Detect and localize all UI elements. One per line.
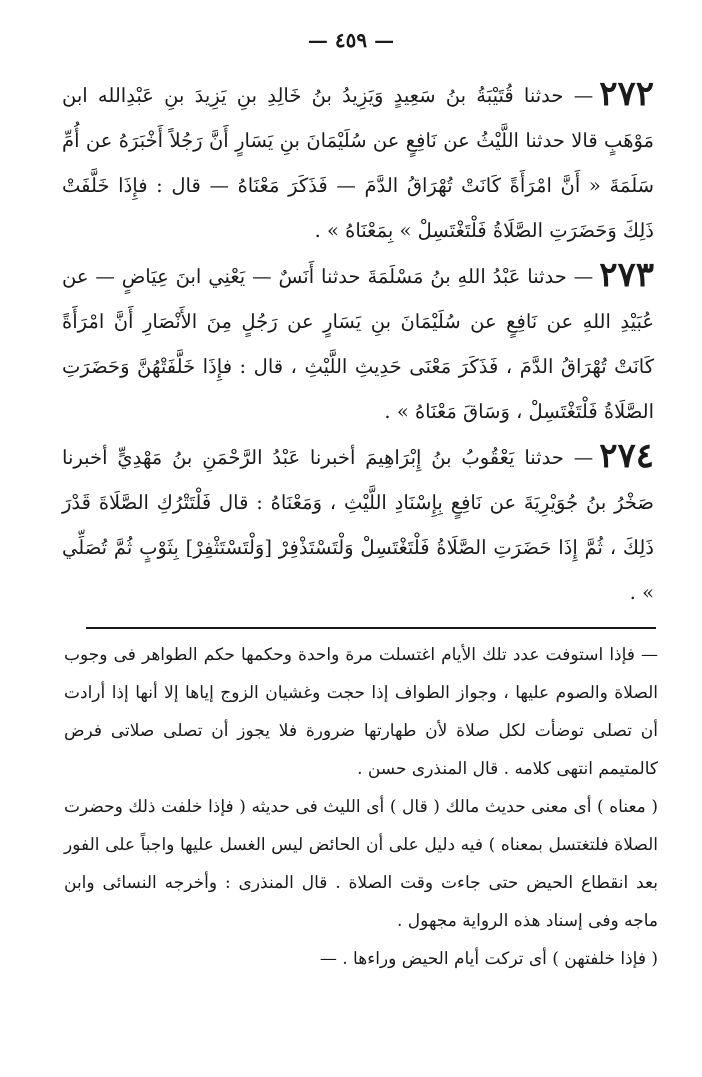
hadith-number: ٢٧٤ bbox=[599, 436, 654, 476]
hadith-274 bbox=[62, 434, 654, 615]
hadith-272 bbox=[62, 72, 654, 253]
commentary-notes bbox=[64, 636, 658, 978]
hadith-body: — حدثنا عَبْدُ اللهِ بنُ مَسْلَمَةَ حدثنا أَنَسٌ — يَعْنِي ابنَ عِيَاضٍ — عن عُبَيْدِ اللهِ عن نَافِعٍ عن سُلَيْمَانَ بنِ يَسَارٍ عن رَجُلٍ مِنَ الأَنْصَارِ أَنَّ امْرَأَةً كَانَتْ تُهْرَاقُ الدَّمَ ، فَذَكَرَ مَعْنَى حَدِيثِ اللَّيْثِ ، قال : فإِذَا خَلَّفَتْهُنَّ وَحَضَرَتِ الصَّلَاةُ فَلْتَغْتَسِلْ ، وَسَاقَ مَعْنَاهُ » . bbox=[62, 265, 654, 423]
hadith-text bbox=[62, 72, 654, 615]
hadith-body: — حدثنا قُتَيْبَةُ بنُ سَعِيدٍ وَيَزِيدُ بنُ خَالِدِ بنِ يَزِيدَ بنِ عَبْدِالله ابن مَوْهَبٍ قالا حدثنا اللَّيْثُ عن نَافِعٍ عن سُلَيْمَانَ بنِ يَسَارٍ أَنَّ رَجُلاً أَخْبَرَهُ عن أُمِّ سَلَمَةَ « أَنَّ امْرَأَةً كَانَتْ تُهْرَاقُ الدَّمَ — فَذَكَرَ مَعْنَاهُ — قال : فإِذَا خَلَّفَتْ ذَلِكَ وَحَضَرَتِ الصَّلَاةُ فَلْتَغْتَسِلْ » بِمَعْنَاهُ » . bbox=[62, 84, 654, 242]
commentary-paragraph: — فإذا استوفت عدد تلك الأيام اغتسلت مرة واحدة وحكمها حكم الطواهر فى وجوب الصلاة والصوم عليها ، وجواز الطواف إذا حجت وغشيان الزوج إياها إلا أنها إذا أرادت أن تصلى توضأت لكل صلاة لأن طهارتها ضرورة فلا يجوز أن تصلى صلاتى فرض كالمتيمم انتهى كلامه . قال المنذرى حسن . bbox=[64, 645, 658, 779]
commentary-paragraph: ( معناه ) أى معنى حديث مالك ( قال ) أى الليث فى حديثه ( فإذا خلفت ذلك وحضرت الصلاة فلتغتسل بمعناه ) فيه دليل على أن الحائض ليس الغسل عليها واجباً على الفور بعد انقطاع الحيض حتى جاءت وقت الصلاة . قال المنذرى : وأخرجه النسائى وابن ماجه وفى إسناد هذه الرواية مجهول . bbox=[64, 797, 658, 931]
hadith-number: ٢٧٣ bbox=[599, 255, 654, 295]
commentary-paragraph: ( فإذا خلفتهن ) أى تركت أيام الحيض وراءها . — bbox=[319, 949, 658, 969]
footnote-divider bbox=[86, 627, 656, 629]
hadith-273 bbox=[62, 253, 654, 434]
hadith-body: — حدثنا يَعْقُوبُ بنُ إِبْرَاهِيمَ أخبرنا عَبْدُ الرَّحْمَنِ بنُ مَهْدِيٍّ أخبرنا صَخْرُ بنُ جُوَيْرِيَةَ عن نَافِعٍ بِإِسْنَادِ اللَّيْثِ ، وَمَعْنَاهُ : قال فَلْتَتْرُكِ الصَّلَاةَ قَدْرَ ذَلِكَ ، ثُمَّ إِذَا حَضَرَتِ الصَّلَاةُ فَلْتَغْتَسِلْ وَلْتَسْتَذْفِرْ [وَلْتَسْتَثْفِرْ] بِثَوْبٍ ثُمَّ تُصَلِّي » . bbox=[62, 446, 654, 604]
page-number: — ٤٥٩ — bbox=[307, 28, 395, 52]
hadith-number: ٢٧٢ bbox=[599, 74, 654, 114]
